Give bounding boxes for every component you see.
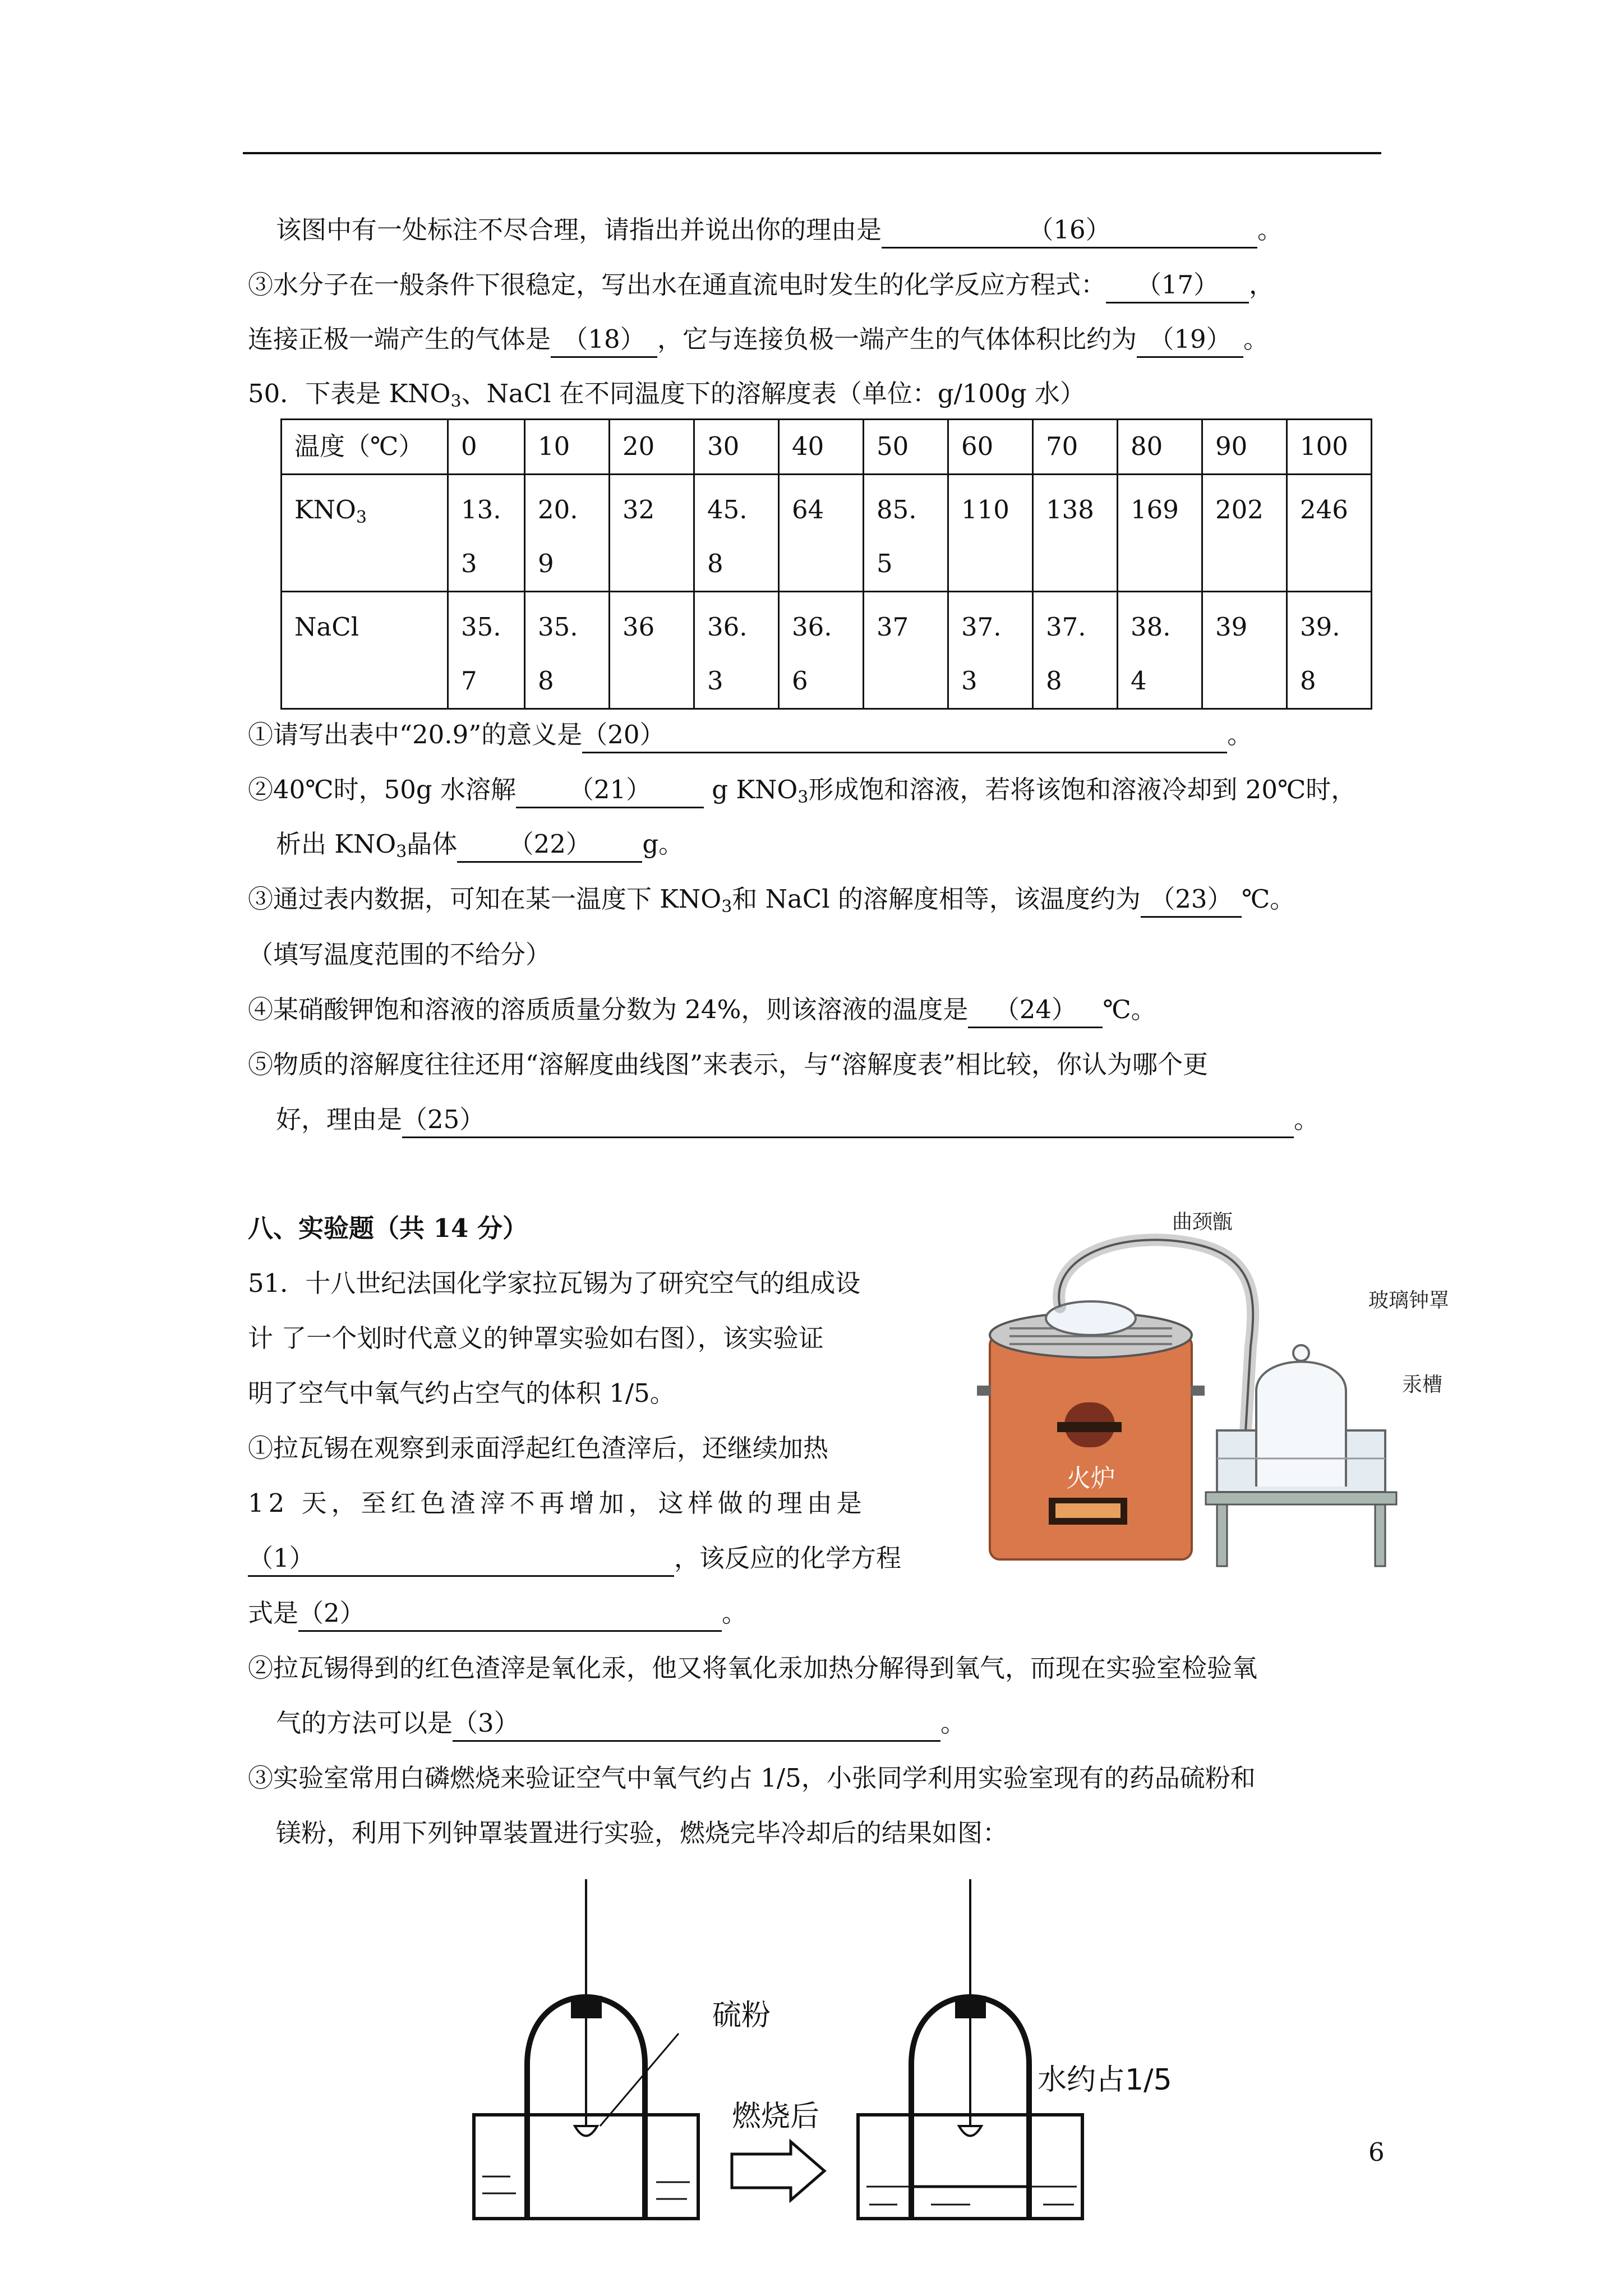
kno3-cell: 45. 8 <box>694 475 779 592</box>
temp-cell: 0 <box>448 420 525 475</box>
q50-sub-2: ②40℃时，50g 水溶解 （21） g $KNO_3$形成饱和溶液，若将该饱和溶液冷却到 20℃时， <box>248 773 1356 815</box>
lavoisier-apparatus-figure <box>965 1206 1469 1593</box>
temp-cell: 60 <box>948 420 1033 475</box>
q50-sub-5-line-2: 好，理由是（25） 。 <box>276 1103 1319 1138</box>
nacl-cell: 36 <box>610 592 694 709</box>
q51-sub-2-line-2: 气的方法可以是（3） 。 <box>276 1706 966 1742</box>
arrow-label: 燃烧后 <box>732 2100 820 2133</box>
nacl-cell: 37. 8 <box>1033 592 1118 709</box>
kno3-cell: 20. 9 <box>525 475 610 592</box>
water-fraction-label: 水约占1/5 <box>1038 2063 1172 2097</box>
blank-3[interactable]: （3） <box>453 1706 940 1742</box>
blank-20[interactable]: （20） <box>582 718 1227 753</box>
sulfur-label: 硫粉 <box>712 1999 771 2032</box>
q50-sub-2-line-2: 析出 $KNO_3$晶体 （22） g。 <box>276 827 684 869</box>
blank-2[interactable]: （2） <box>298 1596 722 1632</box>
blank-23[interactable]: （23） <box>1141 882 1242 918</box>
temp-cell: 40 <box>779 420 864 475</box>
temp-cell: 30 <box>694 420 779 475</box>
furnace-label: 火炉 <box>1066 1464 1115 1493</box>
temp-cell: 10 <box>525 420 610 475</box>
q50-sub-5: ⑤物质的溶解度往往还用“溶解度曲线图”来表示，与“溶解度表”相比较，你认为哪个更 <box>248 1050 1209 1079</box>
q50-intro: 50．下表是 $KNO_3$、NaCl 在不同温度下的溶解度表（单位：g/100g 水） <box>248 379 1085 411</box>
q49-line-3: 连接正极一端产生的气体是 （18） ，它与连接负极一端产生的气体体积比约为 （19） 。 <box>248 323 1269 358</box>
blank-18[interactable]: （18） <box>551 323 657 358</box>
furnace-handle-left <box>977 1386 991 1396</box>
right-arrow-icon <box>732 2142 824 2200</box>
kno3-cell: 202 <box>1202 475 1287 592</box>
left-stopper <box>571 1996 602 2018</box>
nacl-cell: 36. 3 <box>694 592 779 709</box>
nacl-cell: 36. 6 <box>779 592 864 709</box>
row-label-nacl: NaCl <box>282 592 448 709</box>
right-stopper <box>955 1996 986 2018</box>
blank-17[interactable]: （17） <box>1106 268 1249 303</box>
q51-intro-3: 明了空气中氧气约占空气的体积 1/5。 <box>248 1378 675 1408</box>
nacl-cell: 39 <box>1202 592 1287 709</box>
blank-1[interactable]: （1） <box>248 1542 674 1577</box>
q49-text-1: 该图中有一处标注不尽合理，请指出并说出你的理由是 <box>276 215 882 245</box>
q49-text-2: ③水分子在一般条件下很稳定，写出水在通直流电时发生的化学反应方程式： <box>248 270 1106 300</box>
kno3-cell: 169 <box>1118 475 1202 592</box>
header-temp-label: 温度（℃） <box>282 420 448 475</box>
table-row-kno3 <box>282 475 1372 592</box>
bell-jar <box>1256 1362 1346 1487</box>
trough-label: 汞槽 <box>1402 1373 1443 1396</box>
bell-jar-label: 玻璃钟罩 <box>1368 1289 1450 1312</box>
header-rule <box>243 152 1381 154</box>
page-number: 6 <box>1368 2137 1385 2167</box>
q51-sub-3-line-2: 镁粉，利用下列钟罩装置进行实验，燃烧完毕冷却后的结果如图： <box>276 1818 1008 1848</box>
nacl-cell: 37. 3 <box>948 592 1033 709</box>
nacl-cell: 35. 7 <box>448 592 525 709</box>
kno3-cell: 64 <box>779 475 864 592</box>
temp-cell: 90 <box>1202 420 1287 475</box>
right-spoon <box>959 2126 981 2136</box>
section-8-title: 八、实验题（共 14 分） <box>248 1213 528 1243</box>
table-row-nacl <box>282 592 1372 709</box>
table-row-temp <box>282 420 1372 475</box>
q51-sub-2-line-1: ②拉瓦锡得到的红色渣滓是氧化汞，他又将氧化汞加热分解得到氧气，而现在实验室检验氧 <box>248 1653 1258 1683</box>
kno3-cell: 246 <box>1287 475 1372 592</box>
blank-16[interactable]: （16） <box>882 213 1257 249</box>
temp-cell: 100 <box>1287 420 1372 475</box>
q50-sub-4: ④某硝酸钾饱和溶液的溶质质量分数为 24%，则该溶液的温度是 （24） ℃。 <box>248 993 1156 1028</box>
kno3-cell: 85. 5 <box>864 475 948 592</box>
solubility-table <box>280 418 1372 710</box>
q51-sub-3-line-1: ③实验室常用白磷燃烧来验证空气中氧气约占 1/5，小张同学利用实验室现有的药品硫粉和 <box>248 1763 1256 1793</box>
blank-22[interactable]: （22） <box>457 827 642 863</box>
temp-cell: 20 <box>610 420 694 475</box>
blank-24[interactable]: （24） <box>968 993 1103 1028</box>
table-top <box>1206 1492 1396 1504</box>
temp-cell: 50 <box>864 420 948 475</box>
nacl-cell: 35. 8 <box>525 592 610 709</box>
q51-sub-1-line-1: ①拉瓦锡在观察到汞面浮起红色渣滓后，还继续加热 <box>248 1433 829 1463</box>
kno3-cell: 32 <box>610 475 694 592</box>
q49-line-2: ③水分子在一般条件下很稳定，写出水在通直流电时发生的化学反应方程式： （17） ， <box>248 268 1274 303</box>
q49-line-1: 该图中有一处标注不尽合理，请指出并说出你的理由是 （16） 。 <box>276 213 1283 249</box>
bell-jar-experiment-figure <box>465 1879 1217 2227</box>
temp-cell: 70 <box>1033 420 1118 475</box>
kno3-cell: 138 <box>1033 475 1118 592</box>
furnace-handle-right <box>1191 1386 1205 1396</box>
nacl-cell: 38. 4 <box>1118 592 1202 709</box>
temp-cell: 80 <box>1118 420 1202 475</box>
nacl-cell: 39. 8 <box>1287 592 1372 709</box>
q50-sub-1: ①请写出表中“20.9”的意义是（20） 。 <box>248 718 1252 753</box>
q51-sub-1-line-3: （1） ，该反应的化学方程 <box>248 1542 901 1577</box>
blank-19[interactable]: （19） <box>1137 323 1243 358</box>
retort-label: 曲颈甑 <box>1172 1211 1233 1234</box>
kno3-cell: 110 <box>948 475 1033 592</box>
kno3-cell: 13. 3 <box>448 475 525 592</box>
q50-sub-3: ③通过表内数据，可知在某一温度下 $KNO_3$和 NaCl 的溶解度相等，该温度约为 （23） ℃。 <box>248 882 1295 924</box>
blank-25[interactable]: （25） <box>402 1103 1294 1138</box>
row-label-kno3: $KNO_3$ <box>282 475 448 592</box>
q51-sub-1-line-4: 式是（2） 。 <box>248 1596 747 1632</box>
q51-sub-1-line-2: 12 天，至红色渣滓不再增加，这样做的理由是 <box>248 1488 866 1518</box>
left-spoon <box>575 2126 597 2136</box>
q50-sub-3-note: （填写温度范围的不给分） <box>248 940 551 969</box>
nacl-cell: 37 <box>864 592 948 709</box>
blank-21[interactable]: （21） <box>516 773 704 808</box>
q51-intro-2: 计 了一个划时代意义的钟罩实验如右图），该实验证 <box>248 1323 824 1353</box>
q51-intro-1: 51．十八世纪法国化学家拉瓦锡为了研究空气的组成设 <box>248 1268 861 1298</box>
